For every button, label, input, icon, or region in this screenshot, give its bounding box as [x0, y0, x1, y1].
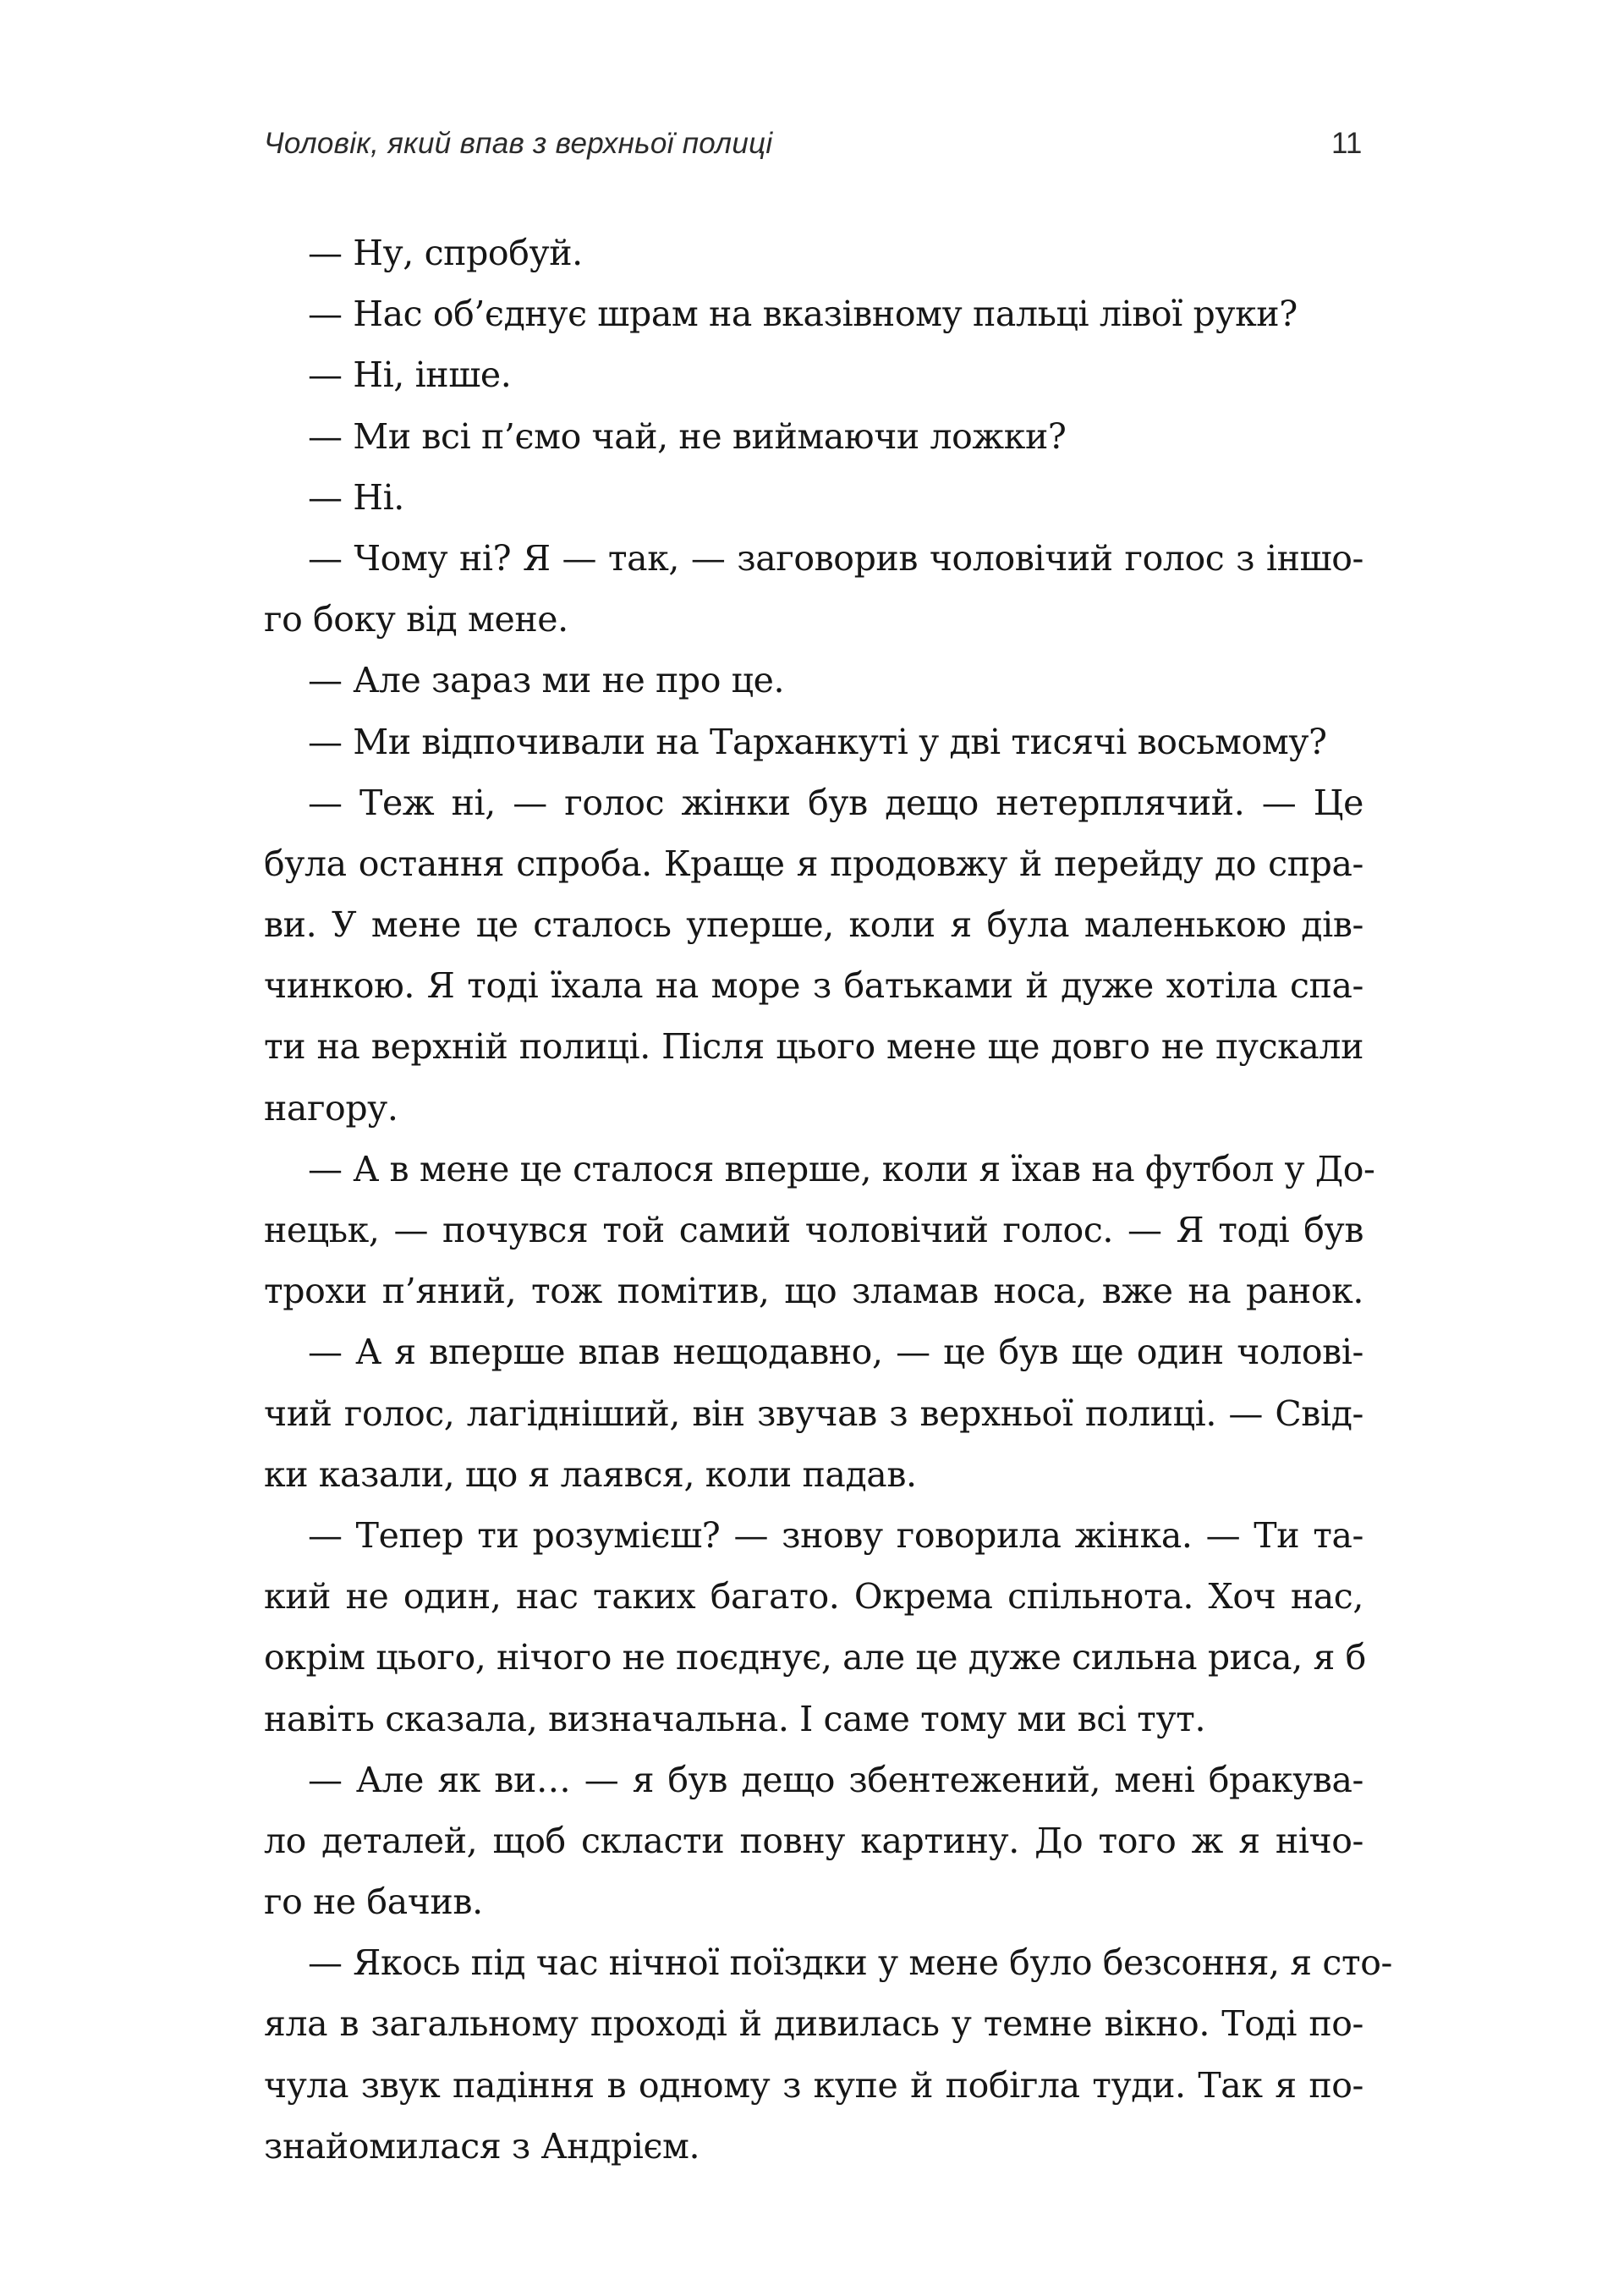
text-line: ло деталей, щоб скласти повну картину. До того ж я нічо- [264, 1820, 1363, 1861]
text-line: навіть сказала, визначальна. І саме тому ми всі тут. [264, 1698, 1206, 1739]
text-line: окрім цього, нічого не поєднує, але це дуже сильна риса, я б [264, 1637, 1366, 1678]
page-number: 11 [1331, 127, 1363, 160]
running-header [264, 127, 1363, 178]
text-line: го боку від мене. [264, 599, 568, 640]
text-line: — Теж ні, — голос жінки був дещо нетерплячий. — Це [308, 782, 1363, 823]
text-line: — Ми всі п’ємо чай, не виймаючи ложки? [308, 415, 1067, 457]
text-line: ти на верхній полиці. Після цього мене ще довго не пускали [264, 1026, 1363, 1068]
text-line: — Тепер ти розумієш? — знову говорила жінка. — Ти та- [308, 1514, 1363, 1556]
text-line: — Ні. [308, 476, 404, 518]
text-line: трохи п’яний, тож помітив, що зламав носа, вже на ранок. [264, 1271, 1363, 1312]
text-line: чинкою. Я тоді їхала на море з батьками й дуже хотіла спа- [264, 965, 1363, 1007]
text-line: знайомилася з Андрієм. [264, 2125, 700, 2167]
text-line: чий голос, лагідніший, він звучав з верхньої полиці. — Свід- [264, 1392, 1363, 1434]
text-line: го не бачив. [264, 1881, 483, 1923]
text-line: ви. У мене це сталось уперше, коли я була маленькою дів- [264, 904, 1363, 946]
text-line: була остання спроба. Краще я продовжу й перейду до спра- [264, 843, 1363, 884]
text-line: яла в загальному проході й дивилась у темне вікно. Тоді по- [264, 2003, 1363, 2045]
text-line: — Нас об’єднує шрам на вказівному пальці лівої руки? [308, 294, 1298, 335]
text-line: чула звук падіння в одному з купе й побігла туди. Так я по- [264, 2064, 1363, 2106]
running-title: Чоловік, який впав з верхньої полиці [264, 127, 773, 160]
text-line: кий не один, нас таких багато. Окрема спільнота. Хоч нас, [264, 1576, 1363, 1618]
text-line: нагору. [264, 1087, 398, 1129]
text-line: — Чому ні? Я — так, — заговорив чоловічий голос з іншо- [308, 537, 1363, 579]
text-line: — Якось під час нічної поїздки у мене було безсоння, я сто- [308, 1942, 1392, 1984]
text-line: — Але зараз ми не про це. [308, 660, 785, 701]
text-line: — А в мене це сталося вперше, коли я їхав на футбол у До- [308, 1148, 1375, 1189]
text-line: — Але як ви… — я був дещо збентежений, мені бракува- [308, 1759, 1363, 1800]
text-line: — Ні, інше. [308, 354, 512, 396]
text-line: — А я вперше впав нещодавно, — це був ще один чолові- [308, 1332, 1363, 1373]
body-text [264, 222, 1392, 2177]
text-line: нецьк, — почувся той самий чоловічий голос. — Я тоді був [264, 1210, 1363, 1250]
text-line: — Ну, спробуй. [308, 233, 583, 273]
text-line: ки казали, що я лаявся, коли падав. [264, 1453, 917, 1495]
text-line: — Ми відпочивали на Тарханкуті у дві тисячі восьмому? [308, 721, 1327, 762]
